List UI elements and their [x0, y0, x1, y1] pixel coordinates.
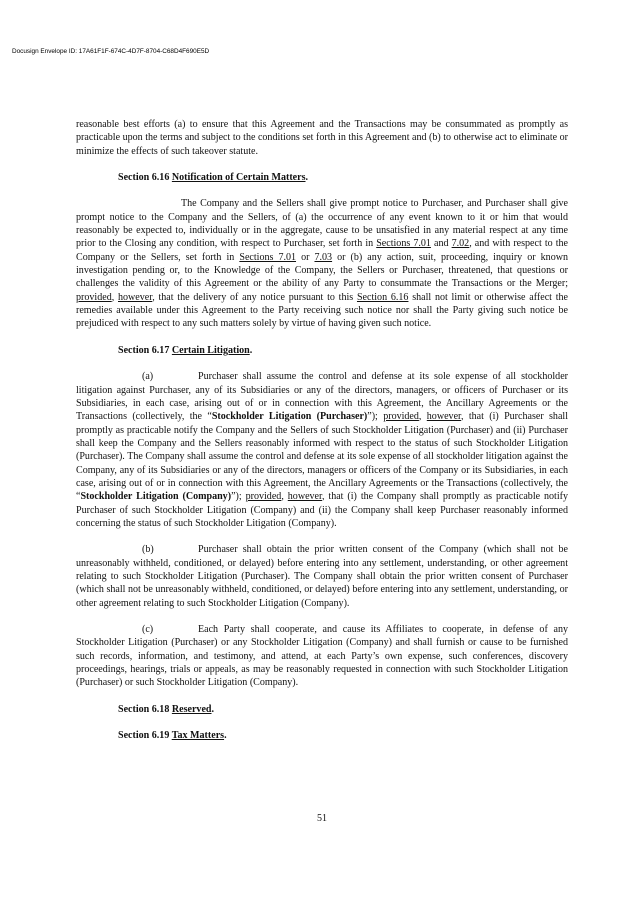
section-title: Tax Matters [171, 730, 225, 742]
clause-b-paragraph: (b) Purchaser shall obtain the prior written consent of the Company (which shall not be unreasonably withheld, conditioned, or delayed) before entering into any settlement, understanding, or other agreement relating to such Stockholder Litigation (Purchaser). The Company shall obtain the prior written consent of Purchaser (which shall not be unreasonably withheld, conditioned, or delayed) before entering into any settlement, understanding, or other agreement relating to such Stockholder Litigation (Company). [76, 544, 568, 609]
cross-reference: 7.03 [314, 251, 333, 263]
section-6-19-heading: Section 6.19 Tax Matters. [118, 730, 227, 742]
document-page [76, 118, 568, 742]
clause-marker: (c) [142, 624, 154, 635]
cross-reference: Sections 7.01 [239, 251, 297, 263]
page-number: 51 [317, 813, 327, 824]
section-6-16-heading: Section 6.16 Notification of Certain Matters. [118, 172, 309, 184]
cross-reference: Sections 7.01 [376, 238, 431, 250]
clause-a-paragraph: (a) Purchaser shall assume the control and defense at its sole expense of all stockholder litigation against Purchaser, any of its Subsidiaries or any of the directors, managers, or officers of Purchaser or its Subsidiaries, in each case, arising out of or in connection with this Agreement, the Ancillary Agreements or the Transactions (collectively, the “Stockholder Litigation (Purchaser)”); provided, however, that (i) Purchaser shall promptly as practicable notify the Company and the Sellers of such Stockholder Litigation (Purchaser) and (ii) Purchaser shall keep the Company and the Sellers reasonably informed with respect to the status of such Stockholder Litigation (Purchaser). The Company shall assume the control and defense at its sole expense of all stockholder litigation against the Company, any of its Subsidiaries or any of the directors, managers or officers of the Company or its Subsidiaries, in each case, arising out of or in connection with this Agreement, the Ancillary Agreements or the Transactions (collectively, the “Stockholder Litigation (Company)”); provided, however, that (i) the Company shall promptly as practicable notify Purchaser of such Stockholder Litigation (Company) and (ii) the Company shall keep Purchaser reasonably informed concerning the status of such Stockholder Litigation (Company). [76, 371, 568, 529]
section-6-17-heading: Section 6.17 Certain Litigation. [118, 344, 253, 356]
cross-reference: Section 6.16 [356, 291, 409, 303]
clause-marker: (a) [142, 371, 154, 383]
clause-c-paragraph: (c) Each Party shall cooperate, and cause its Affiliates to cooperate, in defense of any Stockholder Litigation (Purchaser) or any Stockholder Litigation (Company) and shall furnish or cause to be furnished such records, information, and testimony, and attend, at each Party’s own expense, such conferences, discovery proceedings, hearings, trials or appeals, as may be reasonably requested in connection with such Stockholder Litigation (Purchaser) or such Stockholder Litigation (Company). [76, 624, 568, 689]
defined-term: Stockholder Litigation (Company) [80, 491, 232, 503]
section-title: Certain Litigation [171, 344, 250, 356]
defined-term: Stockholder Litigation (Purchaser) [211, 411, 368, 423]
section-6-18-heading: Section 6.18 Reserved. [118, 703, 215, 715]
section-label: Section 6.17 [118, 344, 170, 356]
intro-paragraph: reasonable best efforts (a) to ensure that this Agreement and the Transactions may be consummated as promptly as practicable upon the terms and subject to the conditions set forth in this Agreement and (b) to otherwise act to eliminate or minimize the effects of such takeover statute. [76, 119, 568, 157]
section-label: Section 6.19 [118, 730, 170, 742]
section-label: Section 6.16 [118, 172, 170, 184]
docusign-envelope-id: Docusign Envelope ID: 17A61F1F-674C-4D7F-8704-C68D4F690E5D [12, 48, 210, 55]
section-title: Notification of Certain Matters [171, 172, 306, 184]
section-6-16-paragraph: The Company and the Sellers shall give prompt notice to Purchaser, and Purchaser shall give prompt notice to the Company and the Sellers, of (a) the occurrence of any event known to it or him that would reasonably be expected to, individually or in the aggregate, cause to be unsatisfied in any material respect at any time prior to the Closing any condition, with respect to Purchaser, set forth in Sections 7.01 and 7.02, and with respect to the Company or the Sellers, set forth in Sections 7.01 or 7.03 or (b) any action, suit, proceeding, inquiry or known investigation pending or, to the Knowledge of the Company, the Sellers or Purchaser, threatened, that questions or challenges the validity of this Agreement or the ability of any Party to consummate the Transactions or the Merger; provided, however, that the delivery of any notice pursuant to this Section 6.16 shall not limit or otherwise affect the remedies available under this Agreement to the Party receiving such notice nor shall the Party giving such notice be prejudiced with respect to any such matters solely by virtue of having given such notice. [76, 198, 569, 330]
section-title: Reserved [171, 703, 212, 715]
clause-marker: (b) [142, 544, 154, 556]
cross-reference: 7.02 [451, 238, 470, 250]
section-label: Section 6.18 [118, 703, 170, 715]
